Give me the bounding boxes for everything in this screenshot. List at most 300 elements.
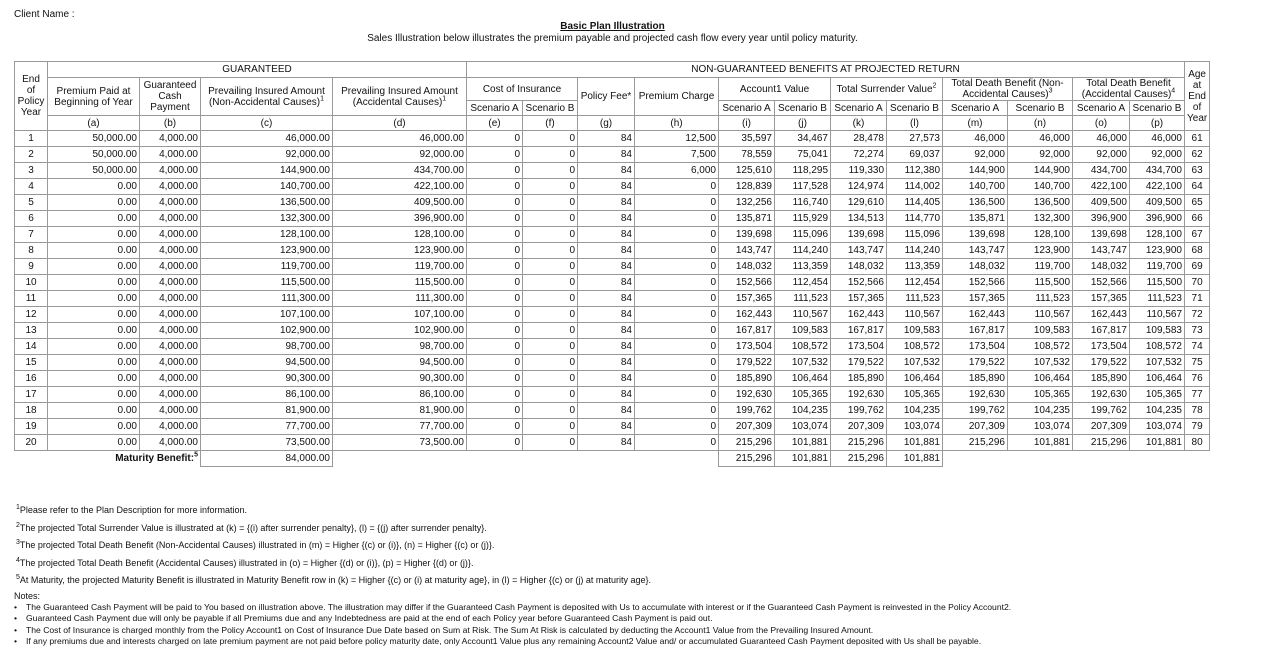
table-cell: 4,000.00 [140, 163, 201, 179]
table-cell: 0 [467, 147, 523, 163]
table-cell: 0 [523, 163, 578, 179]
table-cell: 50,000.00 [48, 163, 140, 179]
table-cell: 6,000 [635, 163, 719, 179]
table-cell: 84 [578, 419, 635, 435]
table-cell: 77 [1185, 387, 1210, 403]
table-cell: 4,000.00 [140, 179, 201, 195]
table-cell: 0 [467, 211, 523, 227]
table-cell: 0 [467, 275, 523, 291]
table-cell: 84 [578, 195, 635, 211]
col-header-pia-acc: Prevailing Insured Amount (Accidental Causes)$^1$ [333, 78, 467, 116]
table-cell: 46,000.00 [201, 131, 333, 147]
table-cell: 0.00 [48, 355, 140, 371]
table-cell: 0 [523, 259, 578, 275]
table-cell: 422,100.00 [333, 179, 467, 195]
table-cell: 192,630 [831, 387, 887, 403]
table-cell: 115,929 [775, 211, 831, 227]
table-cell: 76 [1185, 371, 1210, 387]
table-cell: 0 [467, 403, 523, 419]
table-cell: 157,365 [1073, 291, 1130, 307]
table-cell: 132,300 [1008, 211, 1073, 227]
table-cell: 132,300.00 [201, 211, 333, 227]
scenario-a-tdb-non: Scenario A [943, 101, 1008, 116]
table-cell: 0.00 [48, 339, 140, 355]
page-subtitle: Sales Illustration below illustrates the premium payable and projected cash flow every year until policy maturity. [367, 33, 858, 44]
table-cell: 119,330 [831, 163, 887, 179]
table-cell: 148,032 [719, 259, 775, 275]
table-cell: 102,900.00 [201, 323, 333, 339]
scenario-b-surrender: Scenario B [887, 101, 943, 116]
table-cell: 0 [467, 259, 523, 275]
table-cell: 50,000.00 [48, 147, 140, 163]
col-letter: (f) [523, 116, 578, 131]
page-title: Basic Plan Illustration [560, 21, 665, 32]
table-cell: 92,000 [1130, 147, 1185, 163]
maturity-guaranteed: 84,000.00 [201, 451, 333, 467]
group-guaranteed: GUARANTEED [48, 62, 467, 78]
table-cell: 105,365 [1130, 387, 1185, 403]
table-cell: 117,528 [775, 179, 831, 195]
table-cell: 4,000.00 [140, 371, 201, 387]
table-cell: 0 [523, 355, 578, 371]
table-row [15, 211, 1210, 227]
table-cell: 0 [467, 387, 523, 403]
table-cell: 108,572 [887, 339, 943, 355]
table-cell: 67 [1185, 227, 1210, 243]
footnote: $^5$At Maturity, the projected Maturity Benefit is illustrated in Maturity Benefit row in (k) = Higher {(c) or (i) at maturity age}, in (l) = Higher {(c) or (j) at maturity age}. [16, 574, 651, 586]
table-cell: 4,000.00 [140, 195, 201, 211]
table-cell: 134,513 [831, 211, 887, 227]
notes-title: Notes: [14, 591, 41, 601]
table-cell: 0 [635, 211, 719, 227]
scenario-a-coi: Scenario A [467, 101, 523, 116]
table-cell: 111,523 [1008, 291, 1073, 307]
table-cell: 109,583 [1130, 323, 1185, 339]
table-cell: 113,359 [775, 259, 831, 275]
table-cell: 10 [15, 275, 48, 291]
table-cell: 132,256 [719, 195, 775, 211]
table-cell: 115,500.00 [201, 275, 333, 291]
table-cell: 422,100 [1073, 179, 1130, 195]
table-cell: 2 [15, 147, 48, 163]
table-cell: 70 [1185, 275, 1210, 291]
table-cell: 64 [1185, 179, 1210, 195]
table-cell: 17 [15, 387, 48, 403]
table-cell: 102,900.00 [333, 323, 467, 339]
table-cell: 114,002 [887, 179, 943, 195]
table-cell: 0 [635, 323, 719, 339]
maturity-value: 215,296 [719, 451, 775, 467]
table-cell: 207,309 [719, 419, 775, 435]
table-cell: 109,583 [887, 323, 943, 339]
table-cell: 111,300.00 [333, 291, 467, 307]
table-cell: 4,000.00 [140, 211, 201, 227]
table-cell: 18 [15, 403, 48, 419]
table-cell: 50,000.00 [48, 131, 140, 147]
table-cell: 78,559 [719, 147, 775, 163]
maturity-row [15, 451, 1210, 467]
table-cell: 0 [523, 179, 578, 195]
table-cell: 107,532 [887, 355, 943, 371]
table-cell: 0 [523, 211, 578, 227]
table-cell: 0 [467, 291, 523, 307]
table-cell: 0 [523, 227, 578, 243]
table-cell: 114,240 [775, 243, 831, 259]
table-cell: 173,504 [719, 339, 775, 355]
table-cell: 115,096 [887, 227, 943, 243]
table-cell: 107,532 [1130, 355, 1185, 371]
table-cell: 167,817 [1073, 323, 1130, 339]
table-cell: 179,522 [719, 355, 775, 371]
table-cell: 107,532 [775, 355, 831, 371]
table-cell: 0.00 [48, 307, 140, 323]
table-cell: 0 [635, 275, 719, 291]
table-cell: 434,700.00 [333, 163, 467, 179]
spacer [15, 451, 48, 467]
note-item: • Guaranteed Cash Payment due will only be payable if all Premiums due and any Indebtedness are paid at the end of each Policy year before Guaranteed Cash Payment is paid out. [14, 613, 1264, 624]
table-cell: 114,240 [887, 243, 943, 259]
maturity-label: Maturity Benefit:$^5$ [115, 451, 198, 465]
col-letter: (m) [943, 116, 1008, 131]
table-cell: 119,700 [1008, 259, 1073, 275]
table-cell: 199,762 [1073, 403, 1130, 419]
table-cell: 215,296 [943, 435, 1008, 451]
table-cell: 84 [578, 163, 635, 179]
table-cell: 0 [467, 339, 523, 355]
col-header-charge: Premium Charge [635, 78, 719, 116]
table-cell: 69 [1185, 259, 1210, 275]
table-cell: 128,839 [719, 179, 775, 195]
footnote: $^1$Please refer to the Plan Description for more information. [16, 504, 248, 515]
table-cell: 0 [523, 419, 578, 435]
table-row [15, 403, 1210, 419]
table-cell: 167,817 [719, 323, 775, 339]
table-cell: 0.00 [48, 435, 140, 451]
table-cell: 179,522 [943, 355, 1008, 371]
table-row [15, 259, 1210, 275]
table-cell: 73,500.00 [333, 435, 467, 451]
table-row [15, 227, 1210, 243]
table-cell: 84 [578, 259, 635, 275]
table-cell: 84 [578, 339, 635, 355]
maturity-value: 101,881 [775, 451, 831, 467]
col-header-tdb-non: Total Death Benefit (Non-Accidental Causes)$^3$ [943, 78, 1073, 101]
table-cell: 128,100.00 [201, 227, 333, 243]
table-cell: 105,365 [887, 387, 943, 403]
table-cell: 110,567 [1008, 307, 1073, 323]
table-cell: 46,000 [943, 131, 1008, 147]
table-cell: 115,500 [1008, 275, 1073, 291]
table-cell: 157,365 [831, 291, 887, 307]
table-cell: 106,464 [887, 371, 943, 387]
notes-list [14, 602, 1264, 647]
table-cell: 86,100.00 [333, 387, 467, 403]
table-cell: 6 [15, 211, 48, 227]
table-cell: 4,000.00 [140, 243, 201, 259]
table-row [15, 355, 1210, 371]
table-cell: 0 [523, 323, 578, 339]
table-cell: 65 [1185, 195, 1210, 211]
table-cell: 139,698 [943, 227, 1008, 243]
table-cell: 12,500 [635, 131, 719, 147]
table-cell: 123,900 [1008, 243, 1073, 259]
table-cell: 128,100 [1008, 227, 1073, 243]
table-row [15, 371, 1210, 387]
table-cell: 144,900.00 [201, 163, 333, 179]
table-cell: 0 [635, 419, 719, 435]
table-cell: 73,500.00 [201, 435, 333, 451]
table-cell: 185,890 [831, 371, 887, 387]
scenario-a-account: Scenario A [719, 101, 775, 116]
table-row [15, 275, 1210, 291]
table-cell: 84 [578, 131, 635, 147]
table-cell: 7 [15, 227, 48, 243]
col-letter: (n) [1008, 116, 1073, 131]
scenario-b-account: Scenario B [775, 101, 831, 116]
table-cell: 123,900.00 [333, 243, 467, 259]
note-item: • If any premiums due and interests charged on late premium payment are not paid before policy maturity date, only Account1 Value plus any remaining Account2 Value and/ or accumulated Guaranteed Cash Payment deposited with Us shall be payable. [14, 636, 1264, 647]
table-cell: 124,974 [831, 179, 887, 195]
table-cell: 173,504 [1073, 339, 1130, 355]
table-cell: 4,000.00 [140, 323, 201, 339]
table-cell: 0 [523, 147, 578, 163]
col-letter: (h) [635, 116, 719, 131]
table-cell: 157,365 [719, 291, 775, 307]
table-cell: 115,096 [775, 227, 831, 243]
table-cell: 148,032 [831, 259, 887, 275]
table-cell: 0 [523, 435, 578, 451]
table-cell: 13 [15, 323, 48, 339]
table-cell: 46,000 [1073, 131, 1130, 147]
table-cell: 135,871 [943, 211, 1008, 227]
table-cell: 63 [1185, 163, 1210, 179]
table-cell: 128,100.00 [333, 227, 467, 243]
table-cell: 4,000.00 [140, 227, 201, 243]
table-cell: 14 [15, 339, 48, 355]
table-cell: 84 [578, 147, 635, 163]
table-cell: 84 [578, 323, 635, 339]
note-item: • The Cost of Insurance is charged monthly from the Policy Account1 on Cost of Insurance Due Date based on Sum at Risk. The Sum At Risk is calculated by deducting the Account1 Value from the Prevailing Insured Amount. [14, 625, 1264, 636]
scenario-a-surrender: Scenario A [831, 101, 887, 116]
col-header-surrender: Total Surrender Value$^2$ [831, 78, 943, 101]
table-cell: 4,000.00 [140, 147, 201, 163]
table-cell: 0 [523, 275, 578, 291]
table-cell: 12 [15, 307, 48, 323]
table-cell: 7,500 [635, 147, 719, 163]
table-cell: 106,464 [1008, 371, 1073, 387]
table-cell: 84 [578, 355, 635, 371]
table-cell: 77,700.00 [333, 419, 467, 435]
table-cell: 94,500.00 [333, 355, 467, 371]
table-cell: 80 [1185, 435, 1210, 451]
col-letter: (b) [140, 116, 201, 131]
table-cell: 0 [635, 371, 719, 387]
table-cell: 84 [578, 403, 635, 419]
scenario-a-tdb-acc: Scenario A [1073, 101, 1130, 116]
table-cell: 409,500.00 [333, 195, 467, 211]
table-cell: 0.00 [48, 211, 140, 227]
table-cell: 167,817 [943, 323, 1008, 339]
table-cell: 192,630 [719, 387, 775, 403]
col-letter: (l) [887, 116, 943, 131]
table-cell: 81,900.00 [201, 403, 333, 419]
table-cell: 84 [578, 435, 635, 451]
table-cell: 119,700.00 [201, 259, 333, 275]
table-cell: 0 [467, 243, 523, 259]
table-cell: 62 [1185, 147, 1210, 163]
table-cell: 0.00 [48, 323, 140, 339]
table-cell: 139,698 [719, 227, 775, 243]
table-cell: 0 [635, 259, 719, 275]
table-cell: 46,000 [1130, 131, 1185, 147]
table-cell: 90,300.00 [201, 371, 333, 387]
table-cell: 0 [523, 371, 578, 387]
table-cell: 185,890 [719, 371, 775, 387]
table-cell: 71 [1185, 291, 1210, 307]
col-header-cash: Guaranteed Cash Payment [140, 78, 201, 116]
table-row [15, 195, 1210, 211]
table-cell: 396,900 [1073, 211, 1130, 227]
table-cell: 118,295 [775, 163, 831, 179]
table-cell: 148,032 [943, 259, 1008, 275]
table-cell: 75 [1185, 355, 1210, 371]
table-row [15, 243, 1210, 259]
table-cell: 0 [523, 291, 578, 307]
table-cell: 103,074 [1130, 419, 1185, 435]
table-cell: 162,443 [831, 307, 887, 323]
table-cell: 215,296 [1073, 435, 1130, 451]
table-cell: 103,074 [775, 419, 831, 435]
table-cell: 139,698 [1073, 227, 1130, 243]
table-cell: 0 [467, 179, 523, 195]
table-cell: 107,532 [1008, 355, 1073, 371]
table-cell: 107,100.00 [201, 307, 333, 323]
table-cell: 185,890 [1073, 371, 1130, 387]
table-cell: 0.00 [48, 243, 140, 259]
table-cell: 109,583 [1008, 323, 1073, 339]
scenario-b-tdb-non: Scenario B [1008, 101, 1073, 116]
table-cell: 0 [467, 307, 523, 323]
table-cell: 84 [578, 243, 635, 259]
table-cell: 103,074 [887, 419, 943, 435]
table-cell: 69,037 [887, 147, 943, 163]
table-cell: 0 [467, 323, 523, 339]
table-cell: 92,000 [943, 147, 1008, 163]
table-cell: 84 [578, 227, 635, 243]
table-cell: 0.00 [48, 403, 140, 419]
table-cell: 111,300.00 [201, 291, 333, 307]
table-cell: 19 [15, 419, 48, 435]
col-letter: (j) [775, 116, 831, 131]
table-cell: 110,567 [775, 307, 831, 323]
table-cell: 199,762 [831, 403, 887, 419]
table-cell: 28,478 [831, 131, 887, 147]
table-cell: 1 [15, 131, 48, 147]
table-cell: 90,300.00 [333, 371, 467, 387]
table-cell: 0 [523, 339, 578, 355]
table-cell: 152,566 [943, 275, 1008, 291]
table-cell: 101,881 [1130, 435, 1185, 451]
table-cell: 111,523 [775, 291, 831, 307]
table-cell: 179,522 [1073, 355, 1130, 371]
table-cell: 108,572 [1130, 339, 1185, 355]
table-cell: 110,567 [1130, 307, 1185, 323]
table-row [15, 147, 1210, 163]
table-cell: 0 [635, 195, 719, 211]
table-cell: 104,235 [775, 403, 831, 419]
table-cell: 136,500 [943, 195, 1008, 211]
table-cell: 129,610 [831, 195, 887, 211]
table-cell: 92,000 [1008, 147, 1073, 163]
table-cell: 152,566 [719, 275, 775, 291]
table-cell: 77,700.00 [201, 419, 333, 435]
table-cell: 27,573 [887, 131, 943, 147]
table-cell: 0 [635, 355, 719, 371]
table-cell: 179,522 [831, 355, 887, 371]
maturity-value: 101,881 [887, 451, 943, 467]
table-cell: 81,900.00 [333, 403, 467, 419]
table-row [15, 323, 1210, 339]
table-cell: 8 [15, 243, 48, 259]
table-cell: 0 [467, 435, 523, 451]
table-cell: 0 [523, 403, 578, 419]
table-cell: 0 [635, 243, 719, 259]
col-letter: (k) [831, 116, 887, 131]
table-cell: 9 [15, 259, 48, 275]
table-cell: 98,700.00 [333, 339, 467, 355]
table-cell: 115,500.00 [333, 275, 467, 291]
table-cell: 0 [635, 403, 719, 419]
table-cell: 409,500 [1130, 195, 1185, 211]
col-letter: (d) [333, 116, 467, 131]
table-cell: 109,583 [775, 323, 831, 339]
col-header-year: End of Policy Year [15, 62, 48, 131]
group-non-guaranteed: NON-GUARANTEED BENEFITS AT PROJECTED RETURN [467, 62, 1185, 78]
table-cell: 0.00 [48, 419, 140, 435]
table-cell: 396,900.00 [333, 211, 467, 227]
col-header-account: Account1 Value [719, 78, 831, 101]
table-cell: 84 [578, 211, 635, 227]
table-cell: 135,871 [719, 211, 775, 227]
table-cell: 215,296 [831, 435, 887, 451]
table-cell: 123,900 [1130, 243, 1185, 259]
table-cell: 101,881 [1008, 435, 1073, 451]
col-header-age: Age at End of Year [1185, 62, 1210, 131]
col-letter: (p) [1130, 116, 1185, 131]
table-cell: 199,762 [943, 403, 1008, 419]
table-cell: 0.00 [48, 259, 140, 275]
table-cell: 4,000.00 [140, 403, 201, 419]
table-cell: 143,747 [719, 243, 775, 259]
table-cell: 98,700.00 [201, 339, 333, 355]
table-cell: 112,454 [775, 275, 831, 291]
table-cell: 46,000.00 [333, 131, 467, 147]
table-row [15, 435, 1210, 451]
table-cell: 101,881 [775, 435, 831, 451]
table-cell: 162,443 [943, 307, 1008, 323]
table-cell: 92,000.00 [333, 147, 467, 163]
table-cell: 68 [1185, 243, 1210, 259]
table-row [15, 163, 1210, 179]
table-cell: 0 [523, 307, 578, 323]
table-row [15, 307, 1210, 323]
table-row [15, 419, 1210, 435]
table-cell: 139,698 [831, 227, 887, 243]
table-cell: 3 [15, 163, 48, 179]
table-cell: 140,700.00 [201, 179, 333, 195]
table-cell: 5 [15, 195, 48, 211]
table-cell: 0.00 [48, 179, 140, 195]
